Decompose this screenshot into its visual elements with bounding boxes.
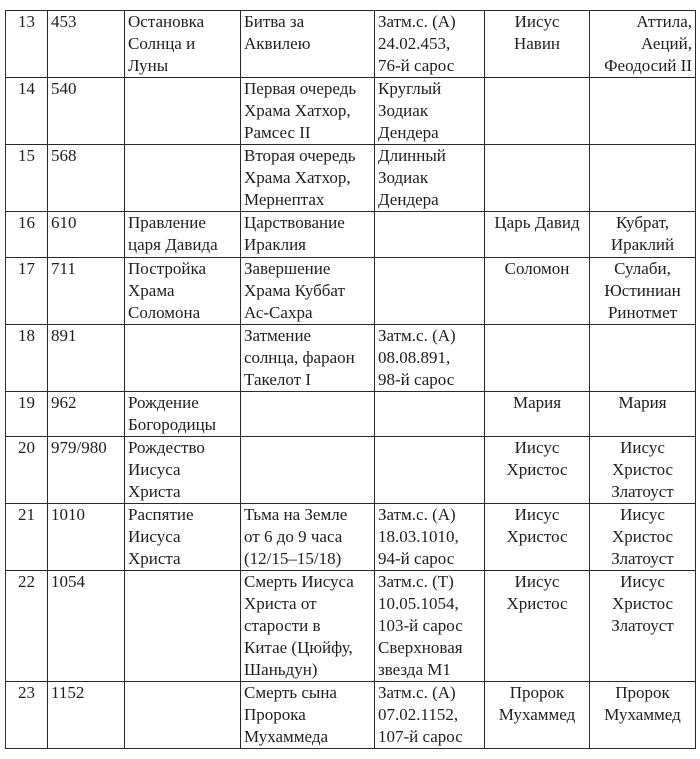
row-number: 14 <box>6 78 48 145</box>
event-cell <box>125 145 241 212</box>
historical-person-cell: Мария <box>590 392 696 437</box>
table-row <box>6 437 696 504</box>
eclipse-cell: Затм.с. (А) 07.02.1152, 107-й сарос <box>375 682 485 749</box>
row-number: 15 <box>6 145 48 212</box>
analog-event-cell <box>241 392 375 437</box>
table-row <box>6 504 696 571</box>
historical-person-cell <box>590 145 696 212</box>
table-row <box>6 571 696 682</box>
event-cell: Остановка Солнца и Луны <box>125 11 241 78</box>
year-cell: 610 <box>48 212 125 258</box>
year-cell: 568 <box>48 145 125 212</box>
year-cell: 962 <box>48 392 125 437</box>
event-cell <box>125 325 241 392</box>
analog-event-cell: Смерть сына Пророка Мухаммеда <box>241 682 375 749</box>
year-cell: 711 <box>48 258 125 325</box>
biblical-person-cell: Пророк Мухаммед <box>485 682 590 749</box>
table-row <box>6 682 696 749</box>
biblical-person-cell: Иисус Христос <box>485 504 590 571</box>
eclipse-cell: Затм.с. (А) 24.02.453, 76-й сарос <box>375 11 485 78</box>
biblical-person-cell: Мария <box>485 392 590 437</box>
eclipse-cell: Длинный Зодиак Дендера <box>375 145 485 212</box>
eclipse-cell: Затм.с. (Т) 10.05.1054, 103-й сарос Сверхновая звезда М1 <box>375 571 485 682</box>
year-cell: 1054 <box>48 571 125 682</box>
row-number: 19 <box>6 392 48 437</box>
year-cell: 453 <box>48 11 125 78</box>
biblical-person-cell <box>485 78 590 145</box>
row-number: 13 <box>6 11 48 78</box>
analog-event-cell: Тьма на Земле от 6 до 9 часа (12/15–15/18) <box>241 504 375 571</box>
chronology-table <box>5 10 696 749</box>
table-row <box>6 78 696 145</box>
table-row <box>6 258 696 325</box>
historical-person-cell: Кубрат, Ираклий <box>590 212 696 258</box>
biblical-person-cell: Соломон <box>485 258 590 325</box>
analog-event-cell: Смерть Иисуса Христа от старости в Китае (Цюйфу, Шаньдун) <box>241 571 375 682</box>
biblical-person-cell <box>485 145 590 212</box>
event-cell: Рождение Богородицы <box>125 392 241 437</box>
event-cell <box>125 571 241 682</box>
table-row <box>6 145 696 212</box>
table-row <box>6 212 696 258</box>
historical-person-cell: Пророк Мухаммед <box>590 682 696 749</box>
biblical-person-cell <box>485 325 590 392</box>
year-cell: 1152 <box>48 682 125 749</box>
eclipse-cell: Круглый Зодиак Дендера <box>375 78 485 145</box>
year-cell: 891 <box>48 325 125 392</box>
event-cell <box>125 78 241 145</box>
biblical-person-cell: Иисус Христос <box>485 571 590 682</box>
table-row <box>6 11 696 78</box>
eclipse-cell <box>375 212 485 258</box>
year-cell: 1010 <box>48 504 125 571</box>
analog-event-cell: Первая очередь Храма Хатхор, Рамсес II <box>241 78 375 145</box>
historical-person-cell: Аттила, Аеций, Феодосий II <box>590 11 696 78</box>
eclipse-cell: Затм.с. (А) 08.08.891, 98-й сарос <box>375 325 485 392</box>
event-cell <box>125 682 241 749</box>
event-cell: Рождество Иисуса Христа <box>125 437 241 504</box>
event-cell: Постройка Храма Соломона <box>125 258 241 325</box>
eclipse-cell <box>375 258 485 325</box>
eclipse-cell: Затм.с. (А) 18.03.1010, 94-й сарос <box>375 504 485 571</box>
table-body <box>6 11 696 749</box>
event-cell: Правление царя Давида <box>125 212 241 258</box>
historical-person-cell: Сулаби, Юстиниан Ринотмет <box>590 258 696 325</box>
analog-event-cell: Вторая очередь Храма Хатхор, Мернептах <box>241 145 375 212</box>
eclipse-cell <box>375 437 485 504</box>
row-number: 18 <box>6 325 48 392</box>
biblical-person-cell: Иисус Навин <box>485 11 590 78</box>
eclipse-cell <box>375 392 485 437</box>
biblical-person-cell: Иисус Христос <box>485 437 590 504</box>
analog-event-cell: Царствование Ираклия <box>241 212 375 258</box>
historical-person-cell: Иисус Христос Златоуст <box>590 437 696 504</box>
table-row <box>6 325 696 392</box>
year-cell: 979/980 <box>48 437 125 504</box>
row-number: 16 <box>6 212 48 258</box>
historical-person-cell: Иисус Христос Златоуст <box>590 504 696 571</box>
table-row <box>6 392 696 437</box>
analog-event-cell: Затмение солнца, фараон Такелот I <box>241 325 375 392</box>
biblical-person-cell: Царь Давид <box>485 212 590 258</box>
analog-event-cell: Битва за Аквилею <box>241 11 375 78</box>
analog-event-cell: Завершение Храма Куббат Ас-Сахра <box>241 258 375 325</box>
row-number: 20 <box>6 437 48 504</box>
row-number: 23 <box>6 682 48 749</box>
row-number: 21 <box>6 504 48 571</box>
historical-person-cell <box>590 78 696 145</box>
analog-event-cell <box>241 437 375 504</box>
historical-person-cell: Иисус Христос Златоуст <box>590 571 696 682</box>
historical-person-cell <box>590 325 696 392</box>
year-cell: 540 <box>48 78 125 145</box>
event-cell: Распятие Иисуса Христа <box>125 504 241 571</box>
row-number: 17 <box>6 258 48 325</box>
row-number: 22 <box>6 571 48 682</box>
